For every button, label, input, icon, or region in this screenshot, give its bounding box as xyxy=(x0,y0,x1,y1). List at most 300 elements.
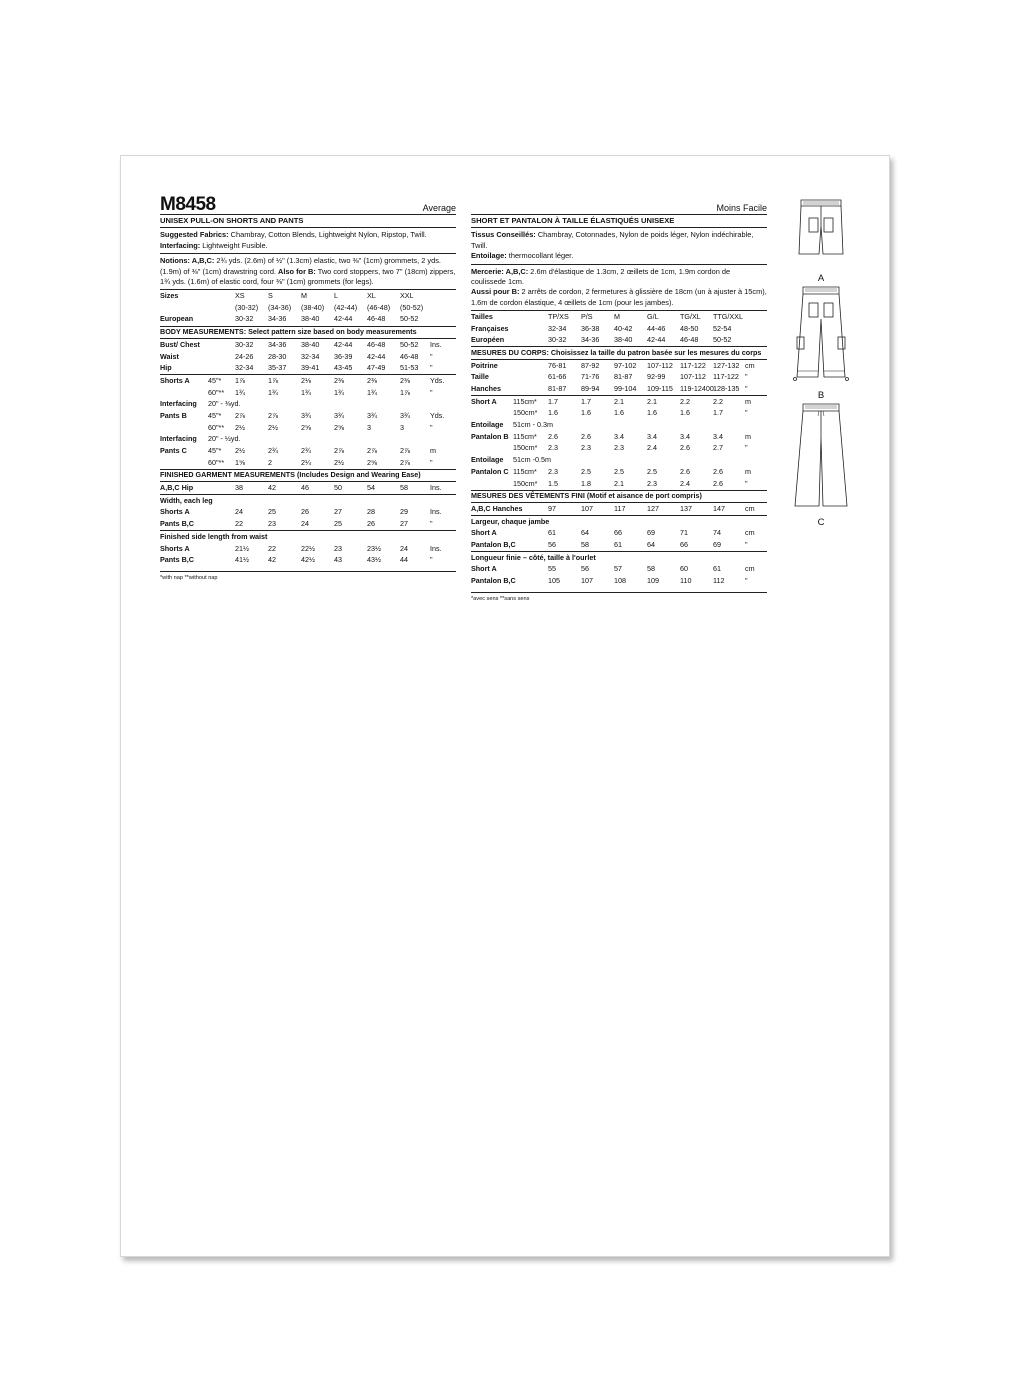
fabric-width xyxy=(208,543,235,555)
size-value: 1⅞ xyxy=(268,375,278,385)
row-label: A,B,C Hanches xyxy=(471,503,513,516)
unit: m xyxy=(745,431,751,441)
fabrics-paragraph xyxy=(160,228,456,254)
notions-text: 2¾ yds. (2.6m) of ½" (1.3cm) elastic, two ⅜" (1cm) grommets, 2 yds. (1.9m) of ⅜" (1cm) drawstring cord. xyxy=(160,256,441,276)
size-table xyxy=(471,311,767,587)
table-row xyxy=(471,360,767,372)
skill-level: Average xyxy=(422,203,456,213)
size-value: 54 xyxy=(367,482,400,495)
also-b-text: 2 arrêts de cordon, 2 fermetures à glissière de 18cm (un à ajuster à 15cm), 1.6m de cordon élastique, 4 œillets de 1cm (pour les jambes). xyxy=(471,287,767,307)
notions-label: Notions: A,B,C: xyxy=(160,256,215,266)
row-label: Européen xyxy=(471,335,513,347)
size-value: 42-44 xyxy=(367,351,386,361)
size-value: 34-36 xyxy=(268,314,301,326)
size-value: 107 xyxy=(581,576,593,586)
fabric-width xyxy=(513,564,548,576)
size-value: 24 xyxy=(301,519,334,531)
size-value: 2.5 xyxy=(581,466,591,476)
shorts-a-drawing xyxy=(789,196,853,268)
row-label: Short A xyxy=(471,396,497,406)
body-measurements-heading: MESURES DU CORPS: Choisissez la taille du patron basée sur les mesures du corps xyxy=(471,347,767,360)
row-label: European xyxy=(160,314,208,326)
size-value: 81-87 xyxy=(548,383,581,395)
size-value: 3¾ xyxy=(334,410,344,420)
interfacing-label: Entoilage: xyxy=(471,251,507,261)
size-value: 117-122 xyxy=(680,360,706,370)
size-value: 2.2 xyxy=(713,396,723,406)
unit: cm xyxy=(745,564,755,574)
size-value: 1¾ xyxy=(334,387,344,397)
size-value: 27 xyxy=(400,519,430,531)
fabric-width: 51cm - 0.3m xyxy=(513,420,553,430)
size-value: 74 xyxy=(713,528,721,538)
unit xyxy=(745,323,767,335)
size-value xyxy=(647,455,680,467)
size-value: 29 xyxy=(400,507,408,517)
fabric-width xyxy=(513,528,548,540)
size-value: 43½ xyxy=(367,555,381,565)
unit xyxy=(430,314,456,326)
fabric-width: 45"* xyxy=(208,410,222,420)
size-value: 1.6 xyxy=(581,408,591,418)
size-value: 1⅝ xyxy=(235,457,268,469)
size-value: 52-54 xyxy=(713,323,732,333)
size-value: 42½ xyxy=(301,555,315,565)
size-value: 2⅞ xyxy=(235,410,245,420)
size-value: 92-99 xyxy=(647,372,666,382)
size-value: 2.7 xyxy=(713,443,723,453)
figure-label-c: C xyxy=(817,517,825,528)
fabric-width xyxy=(208,314,235,326)
row-label: Short A xyxy=(471,564,497,574)
size-value: 2.2 xyxy=(680,396,690,406)
size-value: 38-40 xyxy=(614,335,647,347)
size-value: 69 xyxy=(713,539,745,551)
size-value: 76-81 xyxy=(548,360,567,370)
size-value: 26 xyxy=(367,519,400,531)
unit: " xyxy=(745,372,748,382)
table-row xyxy=(471,575,767,587)
size-value: 58 xyxy=(400,482,430,495)
fabric-width xyxy=(513,323,548,335)
size-value: XS xyxy=(235,291,245,301)
row-label: Interfacing xyxy=(160,434,197,444)
size-value: 1.5 xyxy=(548,478,581,490)
size-value: 2¼ xyxy=(301,457,334,469)
row-label xyxy=(160,422,208,434)
size-value: 39-41 xyxy=(301,363,334,375)
size-value: (30-32) xyxy=(235,302,259,312)
size-value: 2.1 xyxy=(614,478,647,490)
size-value: 1.7 xyxy=(713,408,723,418)
row-label: Width, each leg xyxy=(160,495,213,505)
table-row xyxy=(160,507,456,519)
size-value: 147 xyxy=(713,503,745,516)
size-value xyxy=(581,455,614,467)
pattern-envelope-back xyxy=(120,155,890,1257)
size-value: 2½ xyxy=(268,422,278,432)
fabric-width: 150cm* xyxy=(513,443,538,453)
table-row xyxy=(160,399,456,411)
size-value: 2⅞ xyxy=(268,410,278,420)
size-value: 1¾ xyxy=(301,387,311,397)
table-row xyxy=(471,408,767,420)
row-label: Hip xyxy=(160,363,208,375)
interfacing-text: thermocollant léger. xyxy=(506,251,574,261)
size-value: 3.4 xyxy=(680,431,690,441)
size-value: 32-34 xyxy=(235,363,268,375)
unit: m xyxy=(745,466,751,476)
unit: Ins. xyxy=(430,543,442,553)
fabric-width xyxy=(513,539,548,551)
size-value: 46-48 xyxy=(367,314,400,326)
pattern-title: SHORT ET PANTALON À TAILLE ÉLASTIQUÉS UNISEXE xyxy=(471,215,767,228)
size-value: 61 xyxy=(614,539,647,551)
table-row xyxy=(160,445,456,457)
english-column xyxy=(160,194,456,582)
unit: " xyxy=(430,363,456,375)
fabric-width: 150cm* xyxy=(513,408,538,418)
size-value: 42-44 xyxy=(647,335,680,347)
size-value: 2⅞ xyxy=(400,457,430,469)
size-value: 27 xyxy=(334,507,342,517)
unit: " xyxy=(745,539,767,551)
unit: m xyxy=(745,396,751,406)
size-value: 30-32 xyxy=(548,335,581,347)
size-value: 2.3 xyxy=(548,443,558,453)
fabrics-paragraph xyxy=(471,228,767,264)
table-row xyxy=(160,339,456,351)
row-label: Shorts A xyxy=(160,543,190,553)
size-value: 66 xyxy=(680,539,713,551)
row-label: Pantalon B,C xyxy=(471,576,516,586)
fabric-width xyxy=(208,302,235,314)
size-value: 61 xyxy=(548,528,556,538)
size-value: 22 xyxy=(235,519,268,531)
size-value xyxy=(400,434,430,446)
table-row xyxy=(160,531,456,543)
size-value: L xyxy=(334,291,338,301)
notions-label: Mercerie: A,B,C: xyxy=(471,266,529,276)
size-value: 2⅛ xyxy=(301,375,311,385)
size-value: 2.3 xyxy=(614,443,624,453)
size-value: 23 xyxy=(268,519,301,531)
size-value: 21½ xyxy=(235,543,249,553)
table-row xyxy=(471,552,767,564)
fabrics-label: Tissus Conseillés: xyxy=(471,230,536,240)
unit xyxy=(745,419,767,431)
table-row xyxy=(160,555,456,567)
size-value: 71-76 xyxy=(581,372,600,382)
size-value: 3¾ xyxy=(400,410,410,420)
size-value: 25 xyxy=(268,507,276,517)
size-value: 119-12400 xyxy=(680,383,713,395)
table-row xyxy=(160,495,456,507)
row-label: Short A xyxy=(471,528,497,538)
table-row xyxy=(160,410,456,422)
header xyxy=(471,194,767,215)
fabric-width: 60"** xyxy=(208,422,225,432)
row-label xyxy=(160,387,208,399)
size-value xyxy=(548,455,581,467)
row-label: Pants B,C xyxy=(160,555,194,565)
size-value: 61 xyxy=(713,564,721,574)
table-row xyxy=(160,434,456,446)
size-value: 2⅜ xyxy=(334,375,344,385)
row-label: Pantalon C xyxy=(471,466,509,476)
size-value: (42-44) xyxy=(334,302,358,312)
size-value: 2.6 xyxy=(713,466,723,476)
footnote: *with nap **without nap xyxy=(160,571,456,582)
row-label xyxy=(471,443,513,455)
size-value xyxy=(268,434,301,446)
unit: " xyxy=(745,478,767,490)
size-value: 56 xyxy=(581,564,589,574)
fabric-width: 51cm -0.5m xyxy=(513,455,551,465)
size-value: 108 xyxy=(614,576,626,586)
table-row xyxy=(160,422,456,434)
header xyxy=(160,194,456,215)
table-row xyxy=(160,290,456,302)
unit xyxy=(430,434,456,446)
row-label: Shorts A xyxy=(160,375,190,385)
size-value: 50 xyxy=(334,482,367,495)
row-label: Pantalon B,C xyxy=(471,539,513,551)
size-value: 1.7 xyxy=(548,396,558,406)
fabric-width: 115cm* xyxy=(513,396,537,406)
size-value xyxy=(268,399,301,411)
size-value: 2⅞ xyxy=(334,446,344,456)
fabric-width xyxy=(513,360,548,372)
size-value: 46 xyxy=(301,482,334,495)
size-value: 105 xyxy=(548,576,560,586)
size-value: 2⅞ xyxy=(367,446,377,456)
size-value: 64 xyxy=(581,528,589,538)
size-value: 99-104 xyxy=(614,383,647,395)
fabric-width xyxy=(513,372,548,384)
unit xyxy=(430,399,456,411)
row-label: Longueur finie – côté, taille à l'ourlet xyxy=(471,552,596,562)
table-row xyxy=(160,314,456,326)
unit: " xyxy=(745,383,767,395)
size-value: 64 xyxy=(647,539,680,551)
size-value: 22 xyxy=(268,543,276,553)
size-value: 1.6 xyxy=(548,408,558,418)
table-row xyxy=(471,478,767,490)
fabric-width xyxy=(208,363,235,375)
table-row xyxy=(160,351,456,363)
size-value: (34-36) xyxy=(268,302,292,312)
fabric-width xyxy=(208,339,235,351)
size-value: 32-34 xyxy=(548,323,567,333)
size-value: 36-39 xyxy=(334,351,353,361)
unit: cm xyxy=(745,528,755,538)
size-value xyxy=(334,434,367,446)
unit: " xyxy=(745,408,748,418)
size-value: 66 xyxy=(614,528,622,538)
size-value: 25 xyxy=(334,519,367,531)
size-value: XXL xyxy=(400,291,414,301)
size-value: 23½ xyxy=(367,543,381,553)
unit: " xyxy=(430,387,433,397)
fabric-width xyxy=(208,519,235,531)
size-value xyxy=(334,399,367,411)
row-label: Entoilage xyxy=(471,420,504,430)
size-value: 2⅜ xyxy=(367,375,377,385)
size-value: 30-32 xyxy=(235,314,268,326)
fabric-width xyxy=(208,555,235,567)
unit: Yds. xyxy=(430,375,445,385)
size-value: 97-102 xyxy=(614,360,637,370)
size-value: 117 xyxy=(614,503,647,516)
size-value: 24-26 xyxy=(235,351,254,361)
table-row xyxy=(160,519,456,531)
row-label xyxy=(160,302,208,314)
size-value: 1.6 xyxy=(614,408,624,418)
row-label: Sizes xyxy=(160,291,179,301)
table-row xyxy=(160,375,456,387)
size-value: 44-46 xyxy=(647,323,666,333)
unit: cm xyxy=(745,360,755,370)
table-row xyxy=(471,443,767,455)
size-value: TP/XS xyxy=(548,311,569,321)
table-row xyxy=(160,543,456,555)
table-row xyxy=(471,396,767,408)
fabric-width: 150cm* xyxy=(513,478,548,490)
notions-paragraph xyxy=(471,265,767,312)
notions-paragraph xyxy=(160,254,456,290)
size-value: (46-48) xyxy=(367,302,391,312)
fabric-width: 20" - ½yd. xyxy=(208,434,241,444)
size-value: 128-135 xyxy=(713,383,745,395)
size-value: 3¾ xyxy=(301,410,311,420)
size-value: 46-48 xyxy=(680,335,713,347)
table-row xyxy=(471,372,767,384)
body-measurements-heading: BODY MEASUREMENTS: Select pattern size based on body measurements xyxy=(160,326,456,339)
size-table xyxy=(160,290,456,566)
size-value: 3.4 xyxy=(713,431,723,441)
row-label xyxy=(471,478,513,490)
garment-figures xyxy=(789,196,853,529)
size-value: 1.7 xyxy=(581,396,591,406)
size-value: 40-42 xyxy=(614,323,633,333)
size-value: 2.6 xyxy=(680,466,690,476)
row-label: Taille xyxy=(471,372,489,382)
table-row xyxy=(471,564,767,576)
row-label: A,B,C Hip xyxy=(160,482,208,495)
size-value: 2.3 xyxy=(581,443,591,453)
size-value: 2.6 xyxy=(680,443,690,453)
table-row xyxy=(471,419,767,431)
size-value: 2.3 xyxy=(548,466,558,476)
table-row xyxy=(471,311,767,323)
size-value xyxy=(614,419,647,431)
size-value xyxy=(713,419,745,431)
size-value: 28 xyxy=(367,507,375,517)
size-value: 2¾ xyxy=(301,446,311,456)
size-value: 34-36 xyxy=(268,339,287,349)
size-value xyxy=(367,434,400,446)
size-value xyxy=(614,455,647,467)
table-row xyxy=(471,466,767,478)
finished-measurements-heading: FINISHED GARMENT MEASUREMENTS (Includes Design and Wearing Ease) xyxy=(160,469,456,482)
size-value xyxy=(647,419,680,431)
size-value: 1¾ xyxy=(367,387,377,397)
size-value: XL xyxy=(367,291,376,301)
size-value: 48-50 xyxy=(680,323,699,333)
row-label: Shorts A xyxy=(160,507,190,517)
fabric-width xyxy=(208,482,235,495)
row-label: Waist xyxy=(160,351,179,361)
size-value: 1.6 xyxy=(647,408,657,418)
unit xyxy=(745,335,767,347)
table-row xyxy=(160,363,456,375)
size-value: 46-48 xyxy=(367,339,386,349)
unit xyxy=(745,455,767,467)
size-value: 42-44 xyxy=(334,339,353,349)
fabric-width: 45"* xyxy=(208,375,222,385)
table-row xyxy=(471,455,767,467)
size-value: 3.4 xyxy=(614,431,624,441)
unit: Ins. xyxy=(430,482,456,495)
table-row xyxy=(160,457,456,469)
unit: " xyxy=(430,519,456,531)
fabric-width: 20" - ⅜yd. xyxy=(208,399,241,409)
size-value: 1⅞ xyxy=(235,375,245,385)
fabric-width xyxy=(513,575,548,587)
footnote: *avec sens **sans sens xyxy=(471,592,767,603)
size-value: 2⅝ xyxy=(301,422,311,432)
table-row xyxy=(160,387,456,399)
row-label: Pants B xyxy=(160,410,187,420)
row-label: Finished side length from waist xyxy=(160,531,268,541)
size-value: 30-32 xyxy=(235,339,254,349)
size-value: 2.4 xyxy=(680,478,713,490)
notions-text: 2.6m d'élastique de 1.3cm, 2 œillets de 1cm, 1.9m cordon de coulissede 1cm. xyxy=(471,266,731,287)
size-value: 2.4 xyxy=(647,443,657,453)
size-value: 1¾ xyxy=(235,387,245,397)
size-value: TTG/XXL xyxy=(713,311,743,321)
size-value: 51-53 xyxy=(400,363,430,375)
size-value: 2½ xyxy=(334,457,367,469)
size-value: M xyxy=(614,311,620,321)
size-value: S xyxy=(268,291,273,301)
table-row xyxy=(160,302,456,314)
size-value: 38 xyxy=(235,482,268,495)
size-value: 58 xyxy=(581,539,614,551)
size-value xyxy=(680,455,713,467)
size-value: 44 xyxy=(400,555,408,565)
size-value: 24 xyxy=(400,543,408,553)
size-value: 109 xyxy=(647,576,659,586)
row-label: Interfacing xyxy=(160,399,197,409)
fabrics-text: Chambray, Cotonnades, Nylon de poids léger, Nylon indéchirable, Twill. xyxy=(471,230,754,250)
table-row xyxy=(471,323,767,335)
table-row xyxy=(471,383,767,395)
size-value: 2⅞ xyxy=(400,446,410,456)
size-value: 89-94 xyxy=(581,383,614,395)
size-value: 24 xyxy=(235,507,243,517)
also-b-text: Two cord stoppers, two 7" (18cm) zippers, 1¾ yds. (1.6m) of elastic cord, four ⅜" (1cm) grommets (for legs). xyxy=(160,266,456,287)
size-value: G/L xyxy=(647,311,659,321)
row-label: Largeur, chaque jambe xyxy=(471,516,550,526)
size-value: 3¾ xyxy=(367,410,377,420)
size-value: 107-112 xyxy=(680,372,706,382)
size-value: 42-44 xyxy=(334,314,367,326)
size-value: 2 xyxy=(268,457,301,469)
size-value: 28-30 xyxy=(268,351,287,361)
pattern-title: UNISEX PULL-ON SHORTS AND PANTS xyxy=(160,215,456,228)
